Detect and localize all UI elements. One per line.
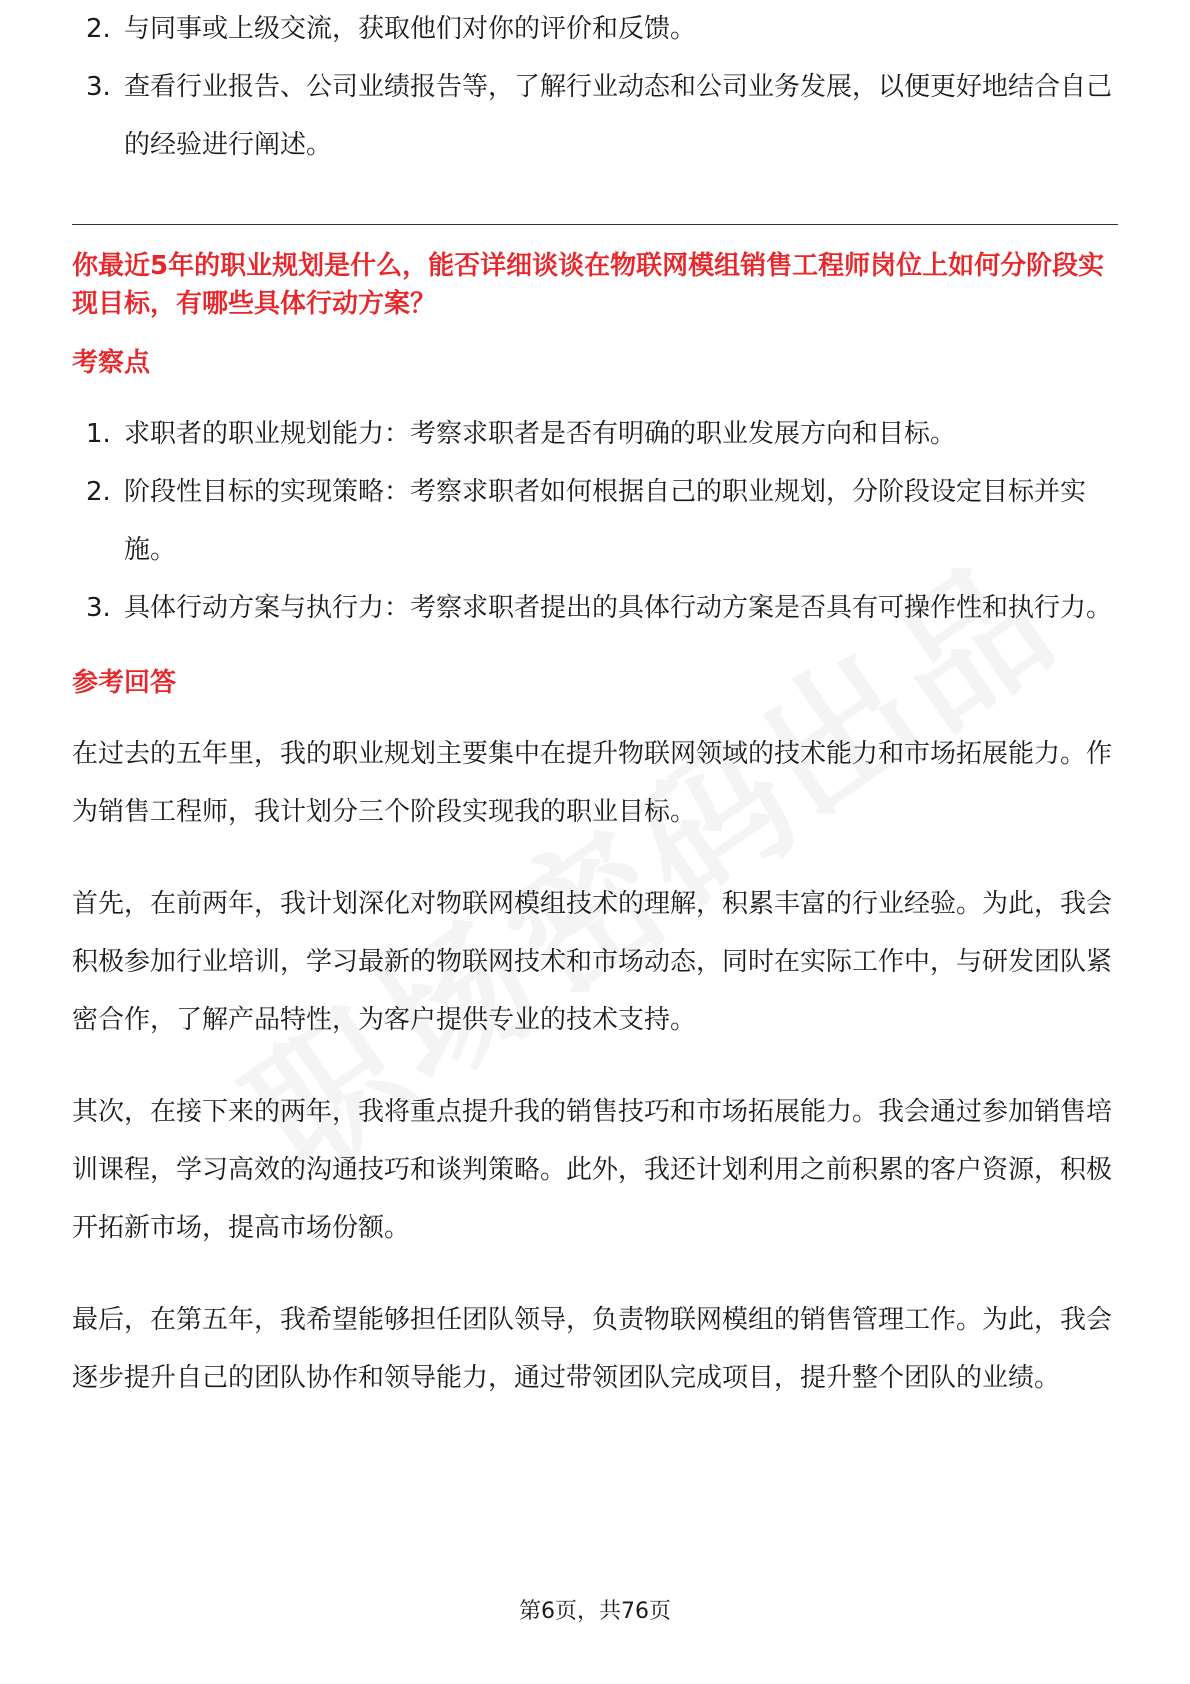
list-item bbox=[72, 405, 1118, 463]
list-item-text: 与同事或上级交流，获取他们对你的评价和反馈。 bbox=[124, 14, 697, 44]
answer-paragraph: 首先，在前两年，我计划深化对物联网模组技术的理解，积累丰富的行业经验。为此，我会积极参加行业培训，学习最新的物联网技术和市场动态，同时在实际工作中，与研发团队紧密合作，了解产品特性，为客户提供专业的技术支持。 bbox=[72, 889, 1113, 1035]
list-item bbox=[72, 58, 1118, 174]
list-item-text: 具体行动方案与执行力：考察求职者提出的具体行动方案是否具有可操作性和执行力。 bbox=[124, 593, 1113, 623]
previous-answer-list bbox=[72, 0, 1118, 174]
document-page bbox=[72, 0, 1118, 1684]
answer-paragraph: 在过去的五年里，我的职业规划主要集中在提升物联网领域的技术能力和市场拓展能力。作为销售工程师，我计划分三个阶段实现我的职业目标。 bbox=[72, 739, 1113, 827]
list-item bbox=[72, 579, 1118, 637]
list-item-number: 2. bbox=[86, 477, 111, 507]
section-divider bbox=[72, 224, 1118, 225]
list-item-text: 阶段性目标的实现策略：考察求职者如何根据自己的职业规划，分阶段设定目标并实施。 bbox=[124, 477, 1087, 565]
assessment-heading: 考察点 bbox=[72, 348, 151, 378]
list-item bbox=[72, 463, 1118, 579]
interview-question: 你最近5年的职业规划是什么，能否详细谈谈在物联网模组销售工程师岗位上如何分阶段实现目标，有哪些具体行动方案？ bbox=[72, 251, 1105, 319]
answer-heading: 参考回答 bbox=[72, 668, 177, 698]
page-number-footer: 第6页，共76页 bbox=[519, 1599, 671, 1624]
list-item-text: 求职者的职业规划能力：考察求职者是否有明确的职业发展方向和目标。 bbox=[124, 419, 957, 449]
assessment-list bbox=[72, 405, 1118, 637]
list-item-number: 1. bbox=[86, 419, 111, 449]
list-item bbox=[72, 0, 1118, 58]
list-item-number: 3. bbox=[86, 72, 111, 102]
list-item-number: 2. bbox=[86, 14, 111, 44]
list-item-number: 3. bbox=[86, 593, 111, 623]
list-item-text: 查看行业报告、公司业绩报告等，了解行业动态和公司业务发展，以便更好地结合自己的经验进行阐述。 bbox=[124, 72, 1113, 160]
answer-paragraph: 其次，在接下来的两年，我将重点提升我的销售技巧和市场拓展能力。我会通过参加销售培训课程，学习高效的沟通技巧和谈判策略。此外，我还计划利用之前积累的客户资源，积极开拓新市场，提高市场份额。 bbox=[72, 1097, 1113, 1243]
answer-paragraph: 最后，在第五年，我希望能够担任团队领导，负责物联网模组的销售管理工作。为此，我会逐步提升自己的团队协作和领导能力，通过带领团队完成项目，提升整个团队的业绩。 bbox=[72, 1305, 1113, 1393]
